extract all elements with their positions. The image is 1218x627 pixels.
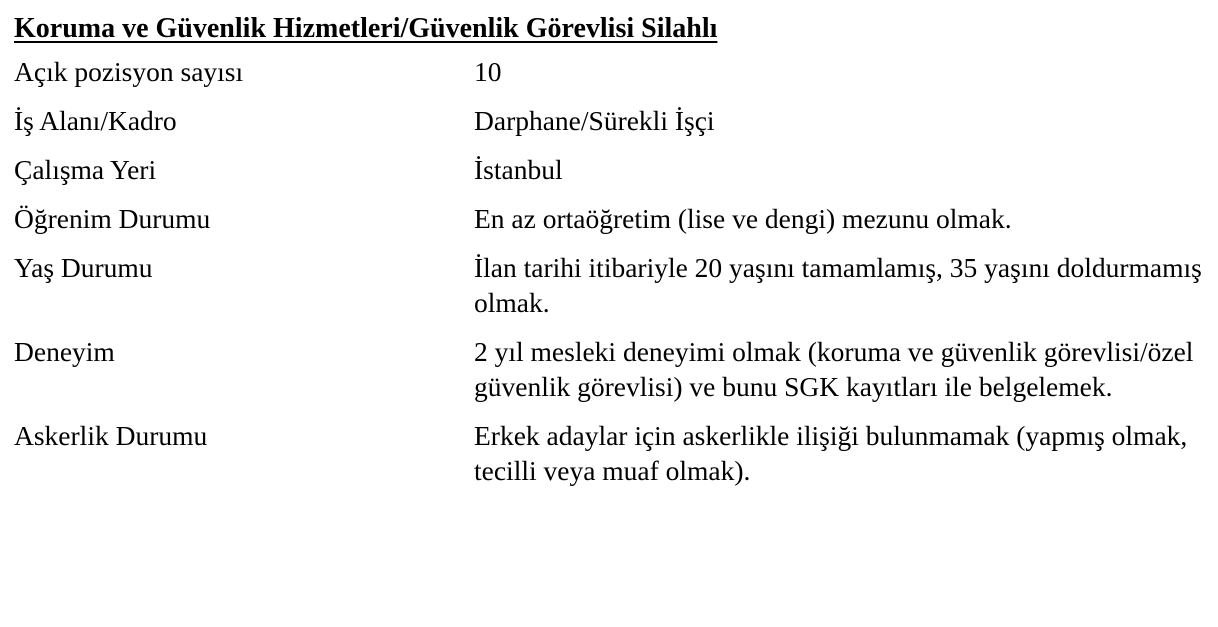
document bbox=[14, 12, 1204, 502]
row-experience bbox=[14, 334, 1204, 418]
value-experience: 2 yıl mesleki deneyimi olmak (koruma ve güvenlik görevlisi/özel güvenlik görevlisi) ve bunu SGK kayıtları ile belgelemek. bbox=[474, 336, 1194, 402]
row-age bbox=[14, 250, 1204, 334]
label-work-location: Çalışma Yeri bbox=[14, 154, 157, 185]
row-education bbox=[14, 201, 1204, 250]
row-military bbox=[14, 418, 1204, 502]
label-age: Yaş Durumu bbox=[14, 252, 153, 283]
document-title: Koruma ve Güvenlik Hizmetleri/Güvenlik Görevlisi Silahlı bbox=[14, 13, 718, 44]
position-details-table bbox=[14, 54, 1204, 502]
row-open-positions bbox=[14, 54, 1204, 103]
value-education: En az ortaöğretim (lise ve dengi) mezunu olmak. bbox=[474, 203, 1012, 234]
label-work-area: İş Alanı/Kadro bbox=[14, 105, 177, 136]
row-work-location bbox=[14, 152, 1204, 201]
value-work-location: İstanbul bbox=[474, 154, 563, 185]
value-military: Erkek adaylar için askerlikle ilişiği bulunmamak (yapmış olmak, tecilli veya muaf olmak). bbox=[474, 420, 1188, 486]
value-open-positions: 10 bbox=[474, 56, 502, 87]
label-experience: Deneyim bbox=[14, 336, 115, 367]
label-education: Öğrenim Durumu bbox=[14, 203, 211, 234]
value-age: İlan tarihi itibariyle 20 yaşını tamamlamış, 35 yaşını doldurmamış olmak. bbox=[474, 252, 1202, 318]
label-military: Askerlik Durumu bbox=[14, 420, 208, 451]
value-work-area: Darphane/Sürekli İşçi bbox=[474, 105, 715, 136]
label-open-positions: Açık pozisyon sayısı bbox=[14, 56, 244, 87]
row-work-area bbox=[14, 103, 1204, 152]
